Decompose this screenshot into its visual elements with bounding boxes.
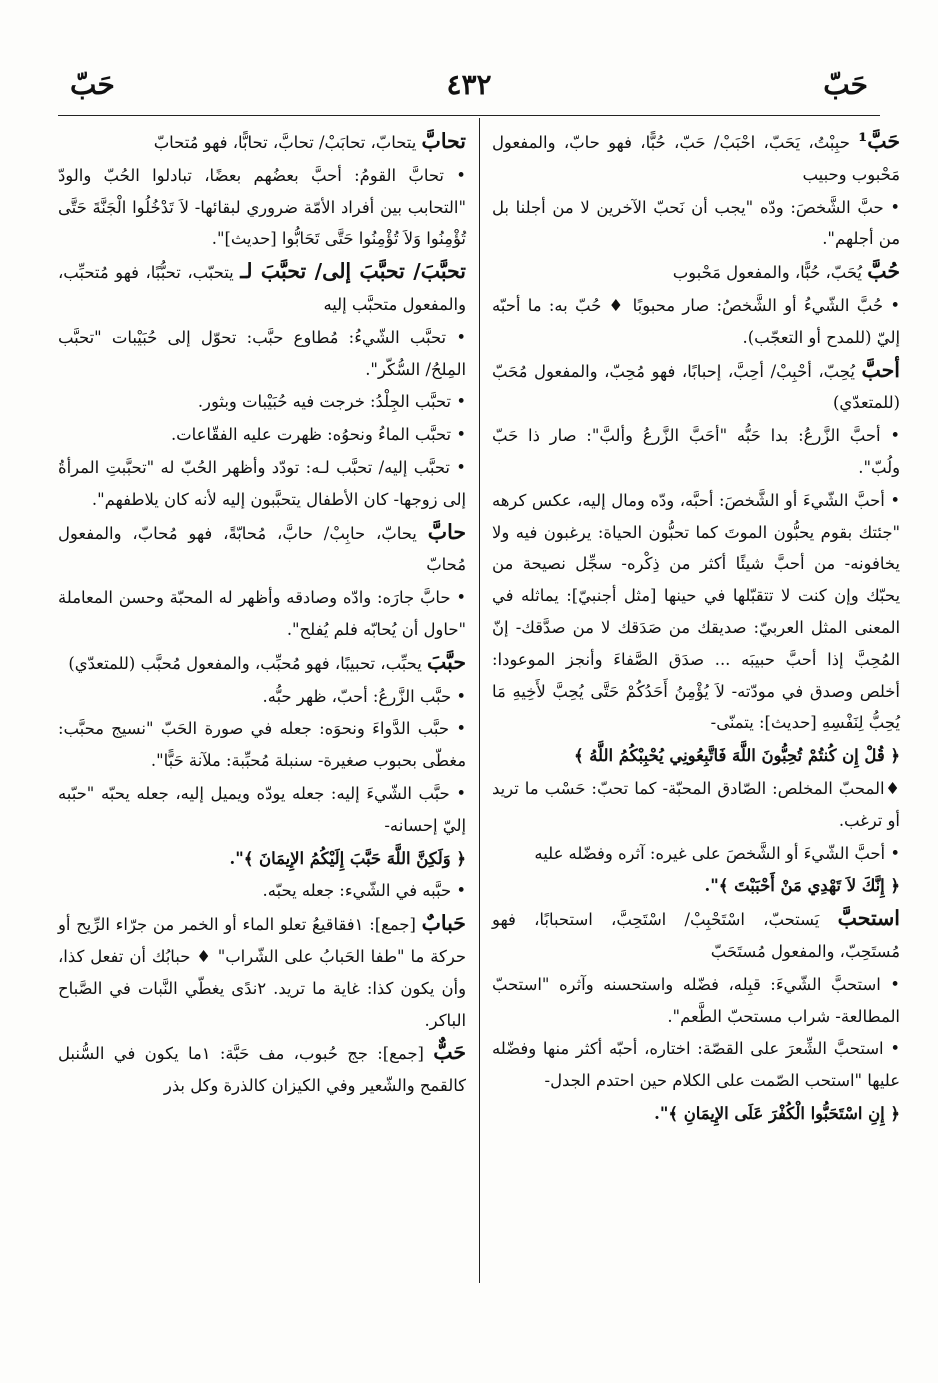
sense-body: حبَّب الزَّرعُ: أحبّ، ظهر حبُّه. [262, 686, 452, 706]
sense-body: تحبَّب الشّيءُ: مُطاوع حبَّب: تحوّل إلى حُبَيْبات "تحبَّب المِلحُ/ السُّكّر". [58, 327, 466, 379]
sense-text [58, 452, 466, 516]
quran-text: ﴿ وَلَكِنَّ اللَّهَ حَبَّبَ إِلَيْكُمُ الإِيمَانَ ﴾". [229, 848, 466, 868]
sense-text [58, 160, 466, 255]
sense-body: تحابَّ القومُ: أحبَّ بعضُهم بعضًا، تبادلوا الحُبّ والودّ "التحابب بين أفراد الأمّة ضروري لبقائها- لاَ تَدْخُلُوا الْجَنَّةَ حَتَّى تُؤْمِنُوا وَلاَ تُؤْمِنُوا حَتَّى تَحَابُّوا [حديث]". [58, 165, 466, 249]
sense-text [58, 322, 466, 386]
sense-body: تحبَّب إليه/ تحبَّب لـه: تودّد وأظهر الحُبّ له "تحبَّبتِ المرأةُ إلى زوجها- كان الأطفال يتحبَّبون إليه لأنه كان يلاطفهم". [58, 457, 466, 509]
sense-text [492, 192, 900, 256]
running-header [70, 68, 868, 108]
sense-text [492, 969, 900, 1033]
dictionary-entry [58, 908, 466, 1036]
sense-text [492, 1033, 900, 1097]
entry-headword: حبَّبَ [427, 649, 466, 674]
quran-quote [492, 870, 900, 902]
header-headword-right: حَبّ [823, 68, 868, 101]
plain-text [492, 773, 900, 837]
quran-quote [492, 1098, 900, 1130]
sense-body: حبَّب الشّيءَ إليه: جعله يودّه ويميل إليه، جعله يحبّه "حبّبه إليّ إحسانه- [58, 783, 466, 835]
sense-text [58, 778, 466, 842]
entry-text: يُحَبّ، حُبًّا، والمفعول مَحْبوب [672, 263, 868, 283]
entry-headword: حَبَّ¹ [858, 129, 900, 153]
entry-headword: أحبَّ [861, 357, 900, 382]
dictionary-entry [58, 256, 466, 321]
sense-text [58, 582, 466, 646]
entry-text: يحابّ، حابِبْ/ حابَّ، مُحابّةً، فهو مُحابّ، والمفعول مُحابّ [58, 523, 466, 575]
sense-body: حبَّبه في الشّيء: جعله يحبّه. [262, 881, 452, 901]
entry-headword: استحبَّ [837, 906, 900, 931]
entry-text: يتحبّب، تحبُّبًا، فهو مُتحبِّب، والمفعول متحبَّب إليه [58, 263, 466, 314]
quran-text: ﴿ إِنَّكَ لاَ تَهْدِي مَنْ أَحْبَبْتَ ﴾". [704, 876, 900, 896]
quran-text: ﴿ إِنِ اسْتَحَبُّوا الْكُفْرَ عَلَى الإِيمَانِ ﴾". [654, 1103, 900, 1123]
sense-text [58, 681, 466, 713]
dictionary-entry [492, 355, 900, 420]
entry-text: يَستحبّ، اسْتَحْبِبْ/ اسْتَحِبَّ، استحبابًا، فهو مُستَحِبّ، والمفعول مُستَحَبّ [492, 910, 900, 961]
entry-text: حبِبْتُ، يَحَبّ، احْبَبْ/ حَبّ، حُبًّا، فهو حابّ، والمفعول مَحْبوب وحبيب [492, 133, 900, 184]
entry-text: يتحابّ، تحابَبْ/ تحابَّ، تحابًّا، فهو مُتحابّ [153, 133, 422, 152]
entry-text: يحبِّب، تحبيبًا، فهو مُحبِّب، والمفعول مُحبَّب (للمتعدّي) [68, 653, 427, 673]
entry-text: [جمع]: ١فقاقيعُ تعلو الماء أو الخمر من جرّاء الرِّيح أو حركة ما "طفا الحَبابُ على الشّراب" ♦ حبابُك أن تفعل كذا، وأن يكون كذا: غاية ما تريد. ٢ندًى يغطّي النَّبات في الصَّباح الباكر. [58, 915, 466, 1030]
sense-body: حابَّ جارَه: وادّه وصادقه وأظهر له المحبّة وحسن المعاملة "حاول أن يُحابّه فلم يُفلح". [58, 588, 466, 639]
dictionary-entry [492, 256, 900, 289]
sense-body: حبَّب الدَّواءَ ونحوَه: جعله في صورة الحَبّ "نسيج محبَّب: مغطّى بحبوب صغيرة- سنبلة مُحبِّبة: ملآنة حَبًّا". [58, 719, 466, 771]
sense-text [492, 420, 900, 484]
entry-headword: تحابَّ [421, 129, 466, 153]
sense-body: تحبَّب الماءُ ونحوُه: ظهرت عليه الفقّاعات. [170, 425, 452, 445]
dictionary-entry [492, 903, 900, 968]
sense-body: أحبَّ الزَّرعُ: بدا حَبُّه "أحَبَّ الزَّرعُ وألبَّ": صار ذا حَبّ ولُبّ". [492, 426, 900, 477]
entry-text: يُحِبّ، أحْبِبْ/ أحِبَّ، إحبابًا، فهو مُحِبّ، والمفعول مُحَبّ (للمتعدّي) [492, 361, 900, 413]
header-rule [58, 115, 880, 116]
sense-text [492, 290, 900, 354]
entry-headword: حُبَّ [867, 259, 900, 284]
quran-quote [58, 843, 466, 875]
quran-quote [492, 740, 900, 772]
sense-text [58, 713, 466, 777]
sense-text [58, 386, 466, 418]
sense-text [492, 838, 900, 870]
dictionary-entry [58, 517, 466, 582]
sense-body: أحبَّ الشّيءَ أو الشَّخصَ على غيره: آثره وفضّله عليه [534, 843, 886, 863]
dictionary-entry [58, 126, 466, 159]
entry-text: [جمع]: جج حُبوب، مف حَبَّة: ١ما يكون في السُّنبل كالقمح والشّعير وفي الكيزان كالذرة وكل بذر [58, 1044, 466, 1096]
sense-text [58, 875, 466, 907]
entry-headword: حَبابٌ [421, 911, 466, 936]
sense-body: حبَّ الشَّخصَ: ودّه "يجب أن نَحبّ الآخرين لا من أجلنا بل من أجلهم". [492, 197, 900, 249]
dictionary-entry [58, 647, 466, 680]
entry-headword: تحبَّبَ/ تحبَّبَ إلى/ تحبَّبَ لـ [240, 259, 466, 284]
sense-body: استحبَّ الشِّعرَ على القصّة: اختاره، أحبّه أكثر منها وفضّله عليها "استحب الصّمت على الكلام حين احتدم الجدل- [492, 1039, 900, 1091]
sense-body: حُبَّ الشّيءُ أو الشَّخصُ: صار محبوبًا ♦ حُبّ به: ما أحبّه إليّ (للمدح أو التعجّب). [492, 295, 900, 347]
dictionary-entry [492, 126, 900, 191]
dictionary-entry [58, 1037, 466, 1102]
right-column [492, 126, 900, 1131]
left-column [58, 126, 466, 1103]
sense-text [58, 419, 466, 451]
column-divider [479, 118, 480, 1283]
page-number: ٤٣٢ [446, 68, 492, 101]
sense-body: أحبَّ الشّيءَ أو الشَّخصَ: أحبَّه، ودّه ومال إليه، عكس كرهه "جئتك بقوم يحبُّون الموتَ كما تحبُّون الحياة: يرغبون فيه ولا يخافونه- من أحبَّ شيئًا أكثر من ذِكْره- سجِّل نصيحة من يحبّك وإن كنت لا تتقبّلها في حينها [مثل أجنبيّ]: يماثله في المعنى المثل العربيّ: صديقك من صَدَقك لا من صدَّقك- إنّ المُحِبَّ إذا أحبَّ حبيبَه ... صدَق الصَّفاءَ وأنجز الموعودا: أخلص وصدق في مودّته- لاَ يُؤْمِنُ أَحَدُكُمْ حَتَّى يُحِبَّ لأَخِيهِ مَا يُحِبُّ لِنَفْسِهِ [حديث]: يتمنّى- [492, 490, 900, 733]
sense-body: استحبَّ الشّيءَ: قبِله، فضّله واستحسنه وآثره "استحبّ المطالعة- شراب مستحبّ الطَّعم". [492, 974, 900, 1026]
sense-text [492, 485, 900, 739]
sense-body: تحبَّب الجِلْدُ: خرجت فيه حُبَيْبات وبثور. [197, 392, 452, 412]
entry-headword: حَبٌّ [433, 1040, 466, 1065]
entry-headword: حابَّ [427, 519, 466, 544]
header-headword-left: حَبّ [70, 68, 115, 101]
quran-text: ﴿ قُلْ إِن كُنتُمْ تُحِبُّونَ اللَّهَ فَاتَّبِعُونِي يُحْبِبْكُمُ اللَّهُ ﴾ [573, 746, 900, 766]
plain-body: ♦المحبّ المخلص: الصّادق المحبّة- كما تحبّ: حَسْب ما تريد أو ترغب. [492, 778, 900, 830]
